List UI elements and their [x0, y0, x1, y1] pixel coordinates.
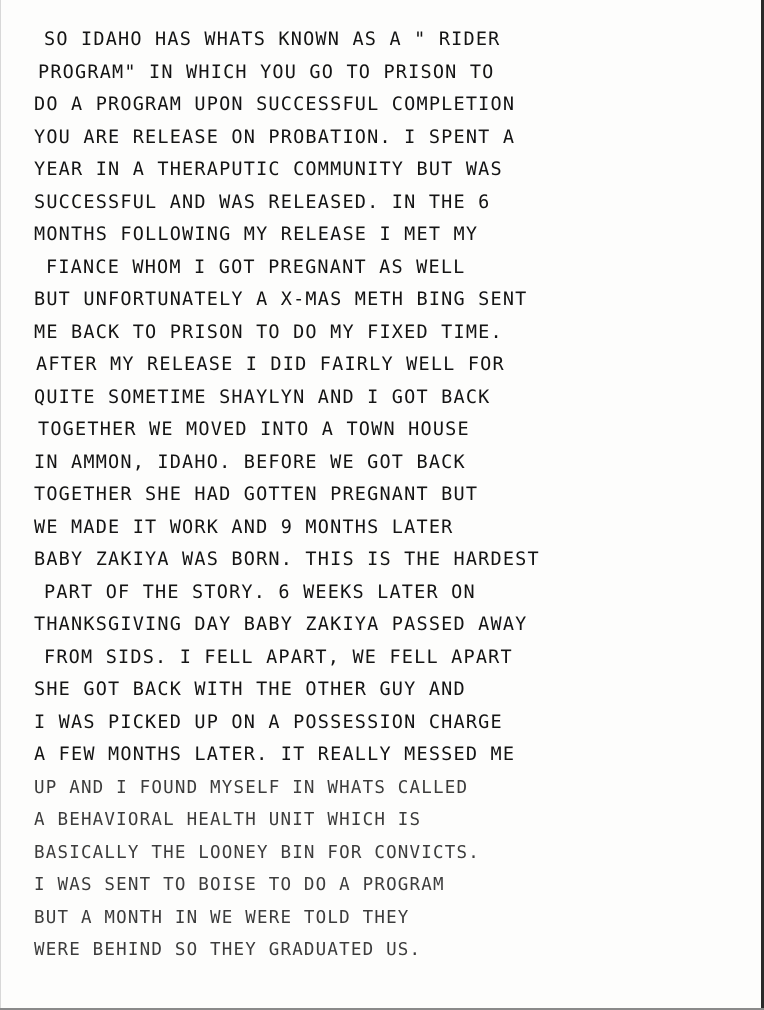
letter-line: I WAS PICKED UP ON A POSSESSION CHARGE — [34, 711, 503, 733]
letter-line: I WAS SENT TO BOISE TO DO A PROGRAM — [34, 875, 445, 895]
letter-line: MONTHS FOLLOWING MY RELEASE I MET MY — [34, 224, 479, 245]
letter-line: YOU ARE RELEASE ON PROBATION. I SPENT A — [34, 126, 516, 148]
letter-line: SHE GOT BACK WITH THE OTHER GUY AND — [34, 679, 466, 700]
letter-line: BUT A MONTH IN WE WERE TOLD THEY — [34, 907, 410, 928]
letter-line: BASICALLY THE LOONEY BIN FOR CONVICTS. — [34, 842, 480, 863]
letter-line: WE MADE IT WORK AND 9 MONTHS LATER — [34, 516, 454, 538]
letter-line: ME BACK TO PRISON TO DO MY FIXED TIME. — [34, 321, 503, 343]
letter-line: A BEHAVIORAL HEALTH UNIT WHICH IS — [34, 810, 422, 830]
letter-line: DO A PROGRAM UPON SUCCESSFUL COMPLETION — [34, 94, 516, 115]
letter-line: A FEW MONTHS LATER. IT REALLY MESSED ME — [34, 744, 516, 765]
letter-line: TOGETHER SHE HAD GOTTEN PREGNANT BUT — [34, 484, 479, 505]
letter-line: SO IDAHO HAS WHATS KNOWN AS A " RIDER — [44, 29, 501, 50]
letter-line: SUCCESSFUL AND WAS RELEASED. IN THE 6 — [34, 191, 491, 213]
letter-line: THANKSGIVING DAY BABY ZAKIYA PASSED AWAY — [34, 614, 528, 635]
letter-line: BUT UNFORTUNATELY A X-MAS METH BING SENT — [34, 289, 528, 310]
letter-line: WERE BEHIND SO THEY GRADUATED US. — [34, 940, 422, 960]
letter-line: FROM SIDS. I FELL APART, WE FELL APART — [44, 646, 513, 668]
letter-line: IN AMMON, IDAHO. BEFORE WE GOT BACK — [34, 451, 466, 473]
letter-line: PART OF THE STORY. 6 WEEKS LATER ON — [44, 581, 476, 603]
letter-line: UP AND I FOUND MYSELF IN WHATS CALLED — [34, 777, 469, 798]
letter-line: BABY ZAKIYA WAS BORN. THIS IS THE HARDEST — [34, 549, 540, 570]
letter-line: PROGRAM" IN WHICH YOU GO TO PRISON TO — [38, 61, 495, 83]
letter-body — [34, 24, 754, 967]
letter-line: TOGETHER WE MOVED INTO A TOWN HOUSE — [38, 419, 470, 440]
letter-line: AFTER MY RELEASE I DID FAIRLY WELL FOR — [36, 354, 505, 375]
letter-line: FIANCE WHOM I GOT PREGNANT AS WELL — [46, 256, 466, 278]
letter-line: QUITE SOMETIME SHAYLYN AND I GOT BACK — [34, 386, 491, 408]
page-left-edge — [0, 0, 1, 1010]
letter-line: YEAR IN A THERAPUTIC COMMUNITY BUT WAS — [34, 159, 503, 180]
